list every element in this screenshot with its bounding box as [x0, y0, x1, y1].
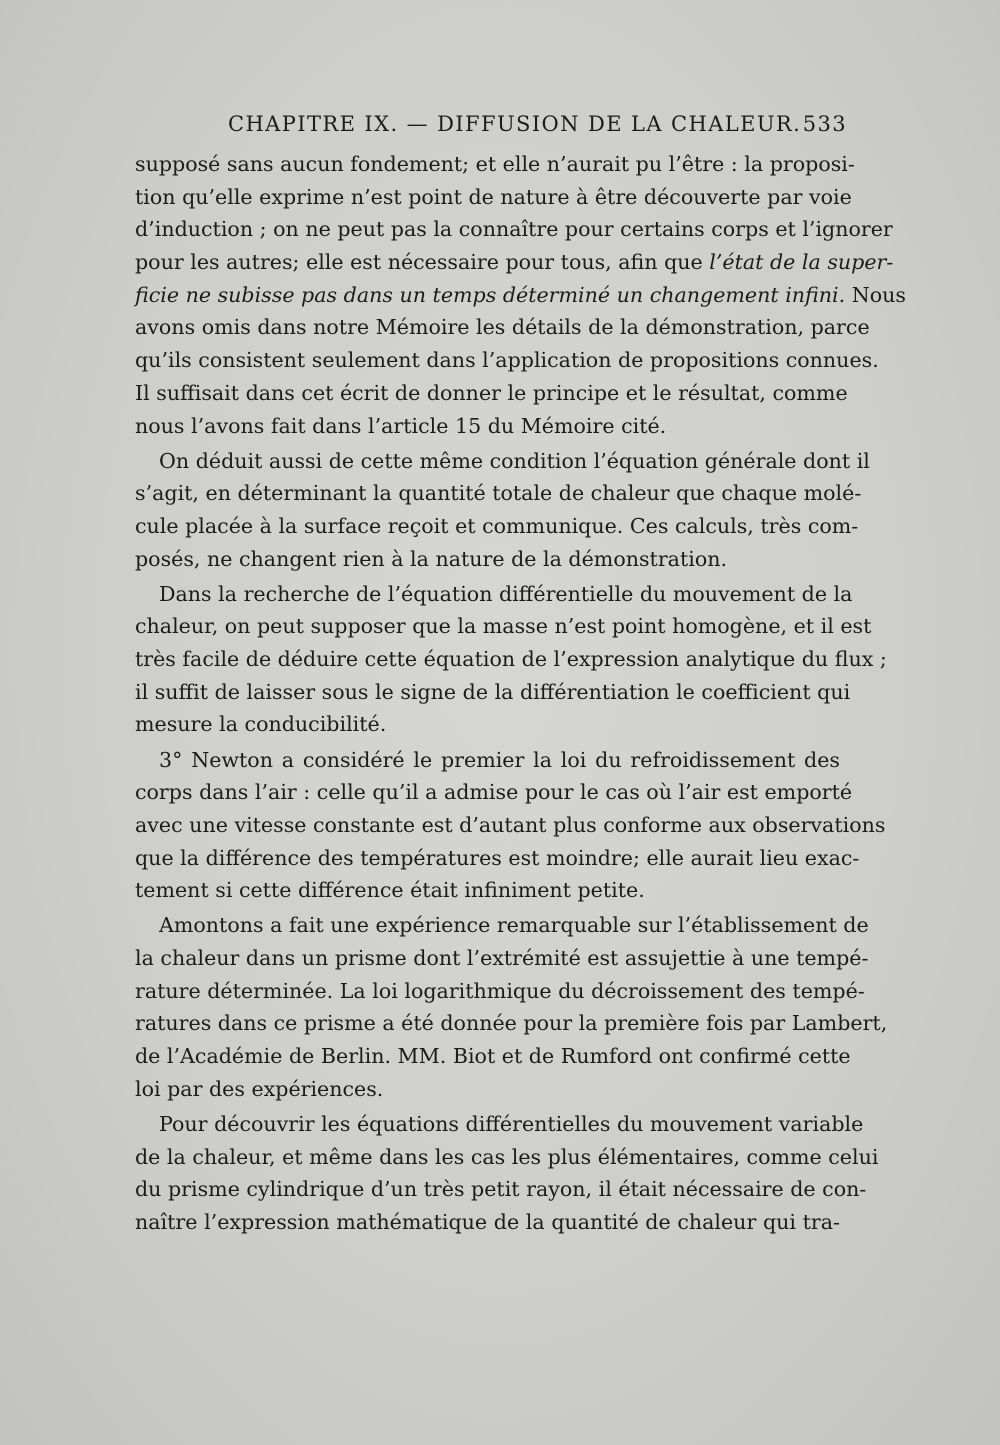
- paragraph-6: [135, 1108, 879, 1239]
- text-line: Il suffisait dans cet écrit de donner le principe et le résultat, comme: [135, 380, 848, 405]
- chapter-title: CHAPITRE IX. — DIFFUSION DE LA CHALEUR.: [228, 112, 802, 136]
- text-line: avec une vitesse constante est d’autant plus conforme aux observations: [135, 812, 886, 837]
- text-line: il suffit de laisser sous le signe de la différentiation le coefficient qui: [135, 679, 851, 704]
- text-line: très facile de déduire cette équation de l’expression analytique du flux ;: [135, 647, 887, 672]
- text-line: s’agit, en déterminant la quantité totale de chaleur que chaque molé-: [135, 481, 862, 506]
- paragraph-4: [135, 744, 886, 907]
- italic-phrase: ficie ne subisse pas dans un temps déterminé un changement infini.: [135, 282, 846, 307]
- text-line: On déduit aussi de cette même condition l’équation générale dont il: [159, 448, 870, 473]
- text-line: d’induction ; on ne peut pas la connaître pour certains corps et l’ignorer: [135, 217, 893, 242]
- body-text: [135, 148, 906, 1239]
- page-number: 533: [802, 112, 847, 136]
- text-line: Amontons a fait une expérience remarquable sur l’établissement de: [159, 913, 869, 938]
- text-line: posés, ne changent rien à la nature de la démonstration.: [135, 546, 728, 571]
- text-line: corps dans l’air : celle qu’il a admise pour le cas où l’air est emporté: [135, 780, 853, 805]
- text-run: pour les autres; elle est nécessaire pour tous, afin que: [135, 250, 710, 275]
- italic-phrase: l’état de la super-: [709, 250, 894, 275]
- text-line: tement si cette différence était infiniment petite.: [135, 878, 645, 903]
- text-line: [135, 246, 894, 279]
- text-line: de la chaleur, et même dans les cas les plus élémentaires, comme celui: [135, 1144, 879, 1169]
- text-line: que la différence des températures est moindre; elle aurait lieu exac-: [135, 845, 860, 870]
- text-line: Dans la recherche de l’équation différentielle du mouvement de la: [159, 581, 853, 606]
- text-line: tion qu’elle exprime n’est point de nature à être découverte par voie: [135, 184, 852, 209]
- text-line: cule placée à la surface reçoit et communique. Ces calculs, très com-: [135, 513, 859, 538]
- text-line: ratures dans ce prisme a été donnée pour la première fois par Lambert,: [135, 1011, 888, 1036]
- paragraph-1: [135, 148, 906, 442]
- paragraph-5: [135, 909, 888, 1105]
- text-line: mesure la conducibilité.: [135, 712, 387, 737]
- text-line: de l’Académie de Berlin. MM. Biot et de Rumford ont confirmé cette: [135, 1044, 851, 1069]
- text-line: Pour découvrir les équations différentielles du mouvement variable: [159, 1111, 864, 1136]
- running-head: [222, 112, 847, 142]
- text-line: [135, 279, 906, 312]
- text-line: chaleur, on peut supposer que la masse n’est point homogène, et il est: [135, 614, 872, 639]
- text-line: supposé sans aucun fondement; et elle n’aurait pu l’être : la proposi-: [135, 152, 855, 176]
- text-line: rature déterminée. La loi logarithmique du décroissement des tempé-: [135, 978, 865, 1003]
- text-line: du prisme cylindrique d’un très petit rayon, il était nécessaire de con-: [135, 1177, 867, 1202]
- text-line: nous l’avons fait dans l’article 15 du Mémoire cité.: [135, 413, 667, 438]
- text-run: Nous: [845, 282, 906, 307]
- text-line: naître l’expression mathématique de la quantité de chaleur qui tra-: [135, 1209, 840, 1234]
- paragraph-3: [135, 578, 887, 741]
- text-line: avons omis dans notre Mémoire les détails de la démonstration, parce: [135, 315, 870, 340]
- text-line: qu’ils consistent seulement dans l’application de propositions connues.: [135, 348, 879, 373]
- text-line: loi par des expériences.: [135, 1076, 384, 1101]
- paragraph-2: [135, 445, 870, 576]
- text-line: la chaleur dans un prisme dont l’extrémité est assujettie à une tempé-: [135, 946, 869, 971]
- text-line: 3° Newton a considéré le premier la loi du refroidissement des: [159, 747, 840, 772]
